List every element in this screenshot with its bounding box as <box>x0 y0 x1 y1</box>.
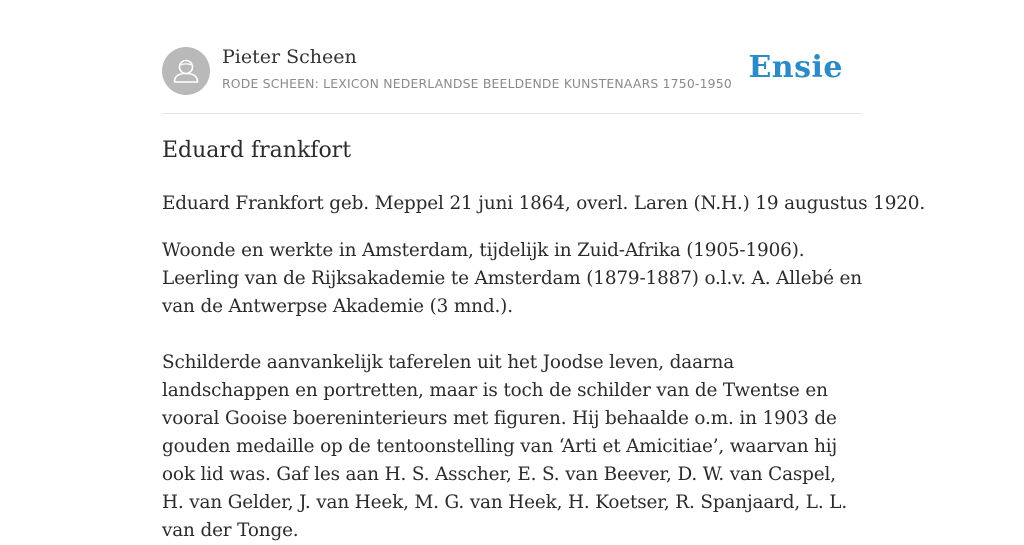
article-paragraph-1: Eduard Frankfort geb. Meppel 21 juni 1864, overl. Laren (N.H.) 19 augustus 1920. <box>162 193 926 214</box>
page-container <box>162 0 926 541</box>
author-name[interactable]: Pieter Scheen <box>222 46 357 68</box>
user-silhouette-icon <box>162 47 210 95</box>
article-paragraph-3: Schilderde aanvankelijk taferelen uit het Joodse leven, daarna landschappen en portretten, maar is toch de schilder van de Twentse en vooral Gooise boereninterieurs met figuren. Hij behaalde o.m. in 1903 de gouden medaille op de tentoonstelling van ‘Arti et Amicitiae’, waarvan hij ook lid was. Gaf les aan H. S. Asscher, E. S. van Beever, D. W. van Caspel, H. van Gelder, J. van Heek, M. G. van Heek, H. Koetser, R. Spanjaard, L. L. van der Tonge. <box>162 352 848 541</box>
article-paragraph-2: Woonde en werkte in Amsterdam, tijdelijk in Zuid-Afrika (1905-1906). Leerling van de Rijksakademie te Amsterdam (1879-1887) o.l.v. A. Allebé en van de Antwerpse Akademie (3 mnd.). <box>162 240 862 317</box>
author-header <box>162 0 862 114</box>
avatar[interactable] <box>162 47 210 95</box>
ensie-logo[interactable]: Ensie <box>748 50 843 85</box>
article-title: Eduard frankfort <box>162 138 352 163</box>
source-title[interactable]: RODE SCHEEN: LEXICON NEDERLANDSE BEELDENDE KUNSTENAARS 1750-1950 <box>222 76 732 91</box>
